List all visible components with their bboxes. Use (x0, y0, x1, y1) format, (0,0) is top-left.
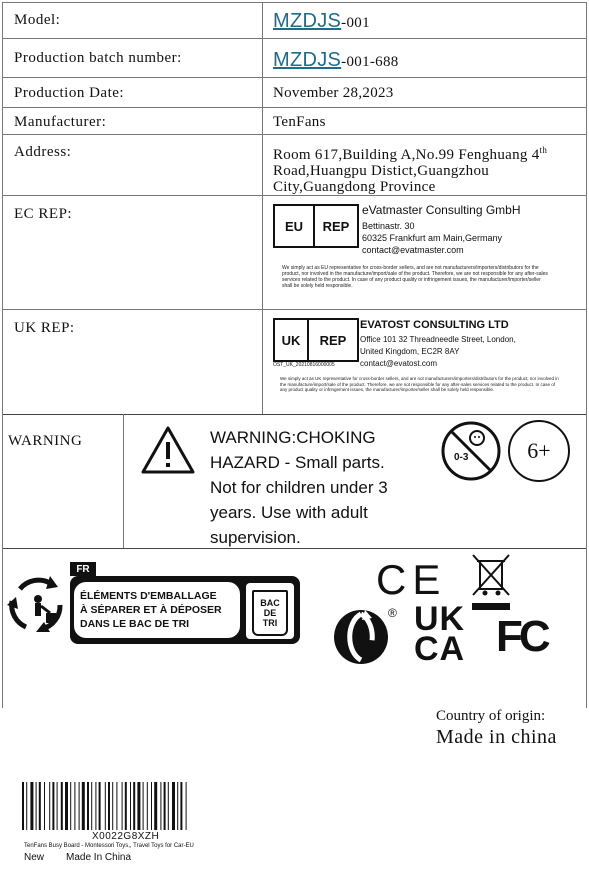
barcode-bar (112, 782, 113, 830)
uk-box-left: UK (275, 320, 309, 360)
barcode-bar (160, 782, 161, 830)
column-divider (123, 414, 124, 548)
fr-tag: FR (70, 562, 96, 576)
barcode-bar (65, 782, 68, 830)
green-dot-icon (332, 608, 390, 666)
barcode-bar (39, 782, 41, 830)
barcode-bar (74, 782, 75, 830)
barcode-made-in: Made In China (66, 852, 132, 863)
barcode-bar (36, 782, 37, 830)
table-border-left (2, 2, 3, 708)
ukca-line2: CA (414, 630, 466, 668)
address-line3: City,Guangdong Province (273, 179, 436, 195)
origin-label: Country of origin: (436, 708, 546, 724)
registered-mark: ® (388, 606, 397, 620)
barcode-bar (57, 782, 58, 830)
ce-mark: CE (376, 556, 447, 603)
warning-line5: supervision. (210, 528, 301, 547)
barcode-bar (143, 782, 144, 830)
ec-rep-line1: Bettinastr. 30 (362, 221, 415, 231)
barcode-bar (164, 782, 166, 830)
barcode-bar (130, 782, 131, 830)
manufacturer-label: Manufacturer: (14, 114, 107, 130)
uk-box-right: REP (319, 332, 347, 348)
barcode-bar (52, 782, 54, 830)
row-divider (2, 414, 586, 415)
barcode-bar (82, 782, 85, 830)
ec-rep-line3: contact@evatmaster.com (362, 245, 464, 255)
barcode-bar (91, 782, 92, 830)
fcc-mark: FC (496, 612, 547, 661)
address-line1: Room 617,Building A,No.99 Fenghuang 4 (273, 147, 540, 163)
row-divider (2, 309, 586, 310)
row-divider (2, 38, 586, 39)
batch-suffix: -001-688 (341, 54, 399, 70)
barcode-bar (44, 782, 45, 830)
row-divider (2, 134, 586, 135)
batch-label: Production batch number: (14, 50, 182, 66)
uk-rep-address (360, 334, 516, 370)
barcode-condition: New (24, 852, 45, 863)
tri-line2: À SÉPARER ET À DÉPOSER (80, 604, 222, 616)
tri-line3: DANS LE BAC DE TRI (80, 618, 190, 630)
model-value (273, 10, 370, 33)
row-divider (2, 77, 586, 78)
age-low-text: 0-3 (454, 452, 469, 463)
warning-line1: WARNING:CHOKING (210, 428, 376, 447)
bin-text2: DE (263, 608, 277, 618)
uk-rep-line1: Office 101 32 Threadneedle Street, London, (360, 335, 516, 344)
bin-label (252, 590, 288, 636)
barcode-bar (122, 782, 123, 830)
ec-rep-company: eVatmaster Consulting GmbH (362, 203, 521, 217)
ec-rep-label: EC REP: (14, 206, 73, 222)
barcode-bar (26, 782, 27, 830)
barcode-title: TenFans Busy Board - Montessori Toys,, Travel Toys for Car-EU (24, 843, 194, 849)
address-line2: Road,Huangpu Distict,Guangzhou (273, 163, 490, 179)
barcode-code: X0022G8XZH (92, 831, 160, 842)
brand-name: MZDJS (273, 49, 342, 71)
barcode-bar (137, 782, 140, 830)
warning-text (210, 425, 430, 550)
triman-icon (6, 575, 66, 633)
barcode-bar (99, 782, 101, 830)
manufacturer-value: TenFans (273, 114, 326, 130)
barcode-bar (147, 782, 148, 830)
barcode-bar (79, 782, 80, 830)
row-divider (2, 107, 586, 108)
uk-rep-label: UK REP: (14, 320, 75, 336)
model-label: Model: (14, 12, 61, 28)
ukca-line1: UK (414, 600, 466, 638)
uk-rep-code: OST_UK_20210816000005 (273, 362, 335, 368)
barcode-bar (22, 782, 24, 830)
barcode-bar (154, 782, 157, 830)
barcode-bar (177, 782, 178, 830)
barcode-bar (30, 782, 33, 830)
barcode-image (22, 782, 222, 830)
date-value: November 28,2023 (273, 85, 394, 101)
brand-name: MZDJS (273, 10, 342, 32)
barcode-bar (61, 782, 63, 830)
info-tri-text (74, 582, 240, 638)
table-border-right (586, 2, 587, 708)
no-under-3-icon (440, 420, 502, 482)
barcode-bar (133, 782, 135, 830)
ukca-mark (414, 600, 466, 668)
eu-box-left: EU (275, 206, 315, 246)
barcode-bar (105, 782, 106, 830)
table-border-top (2, 2, 586, 3)
row-divider (2, 195, 586, 196)
uk-rep-line3: contact@evatost.com (360, 359, 438, 368)
ec-rep-line2: 60325 Frankfurt am Main,Germany (362, 233, 503, 243)
barcode-bar (108, 782, 110, 830)
barcode-bar (186, 782, 187, 830)
barcode-bar (180, 782, 182, 830)
warning-line3: Not for children under 3 (210, 478, 388, 497)
uk-rep-company: EVATOST CONSULTING LTD (360, 319, 509, 331)
barcode-bar (172, 782, 175, 830)
uk-rep-disclaimer: We simply act as UK representative for cross-border sellers, and are not manufacturers/importers/distributors for the product, nor involved in the manufacture/import/sale of the product. Therefore, we are not responsible for any after-sales services related to the product. In case of any product quality or infringement issues, the manufacturer/importer/seller shall be solely held responsible. (280, 376, 559, 392)
warning-line4: years. Use with adult (210, 503, 368, 522)
barcode-bar (49, 782, 50, 830)
barcode-bar (87, 782, 89, 830)
uk-rep-line2: United Kingdom, EC2R 8AY (360, 347, 460, 356)
barcode-bar (125, 782, 127, 830)
uk-rep-box (273, 318, 359, 362)
address-label: Address: (14, 144, 72, 160)
weee-bin-icon (470, 553, 512, 613)
address-sup: th (539, 145, 548, 155)
warning-triangle-icon (140, 425, 196, 475)
ec-rep-address (362, 220, 502, 256)
ec-rep-disclaimer: We simply act as EU representative for cross-border sellers, and are not manufacturers/importers/distributors for the product, nor involved in the manufacture/import/sale of the product. Therefore, we are not responsible for any after-sales services related to the product. In case of any product quality or infringement issues, the manufacturer/importer/seller shall be solely held responsible. (282, 265, 548, 289)
date-label: Production Date: (14, 85, 125, 101)
origin-value: Made in china (436, 726, 557, 748)
age-badge: 6+ (508, 420, 570, 482)
barcode-bar (116, 782, 117, 830)
eu-rep-box (273, 204, 359, 248)
tri-line1: ÉLÉMENTS D'EMBALLAGE (80, 590, 217, 602)
barcode-bar (95, 782, 96, 830)
barcode-bar (70, 782, 71, 830)
column-divider (262, 2, 263, 414)
batch-value (273, 49, 399, 72)
bin-text3: TRI (262, 618, 278, 628)
bin-text1: BAC (260, 598, 280, 608)
eu-box-right: REP (322, 218, 350, 234)
address-value (273, 142, 585, 195)
warning-label: WARNING (8, 433, 83, 449)
barcode-bar (168, 782, 169, 830)
warning-line2: HAZARD - Small parts. (210, 453, 385, 472)
model-suffix: -001 (341, 15, 370, 31)
barcode-bar (151, 782, 152, 830)
